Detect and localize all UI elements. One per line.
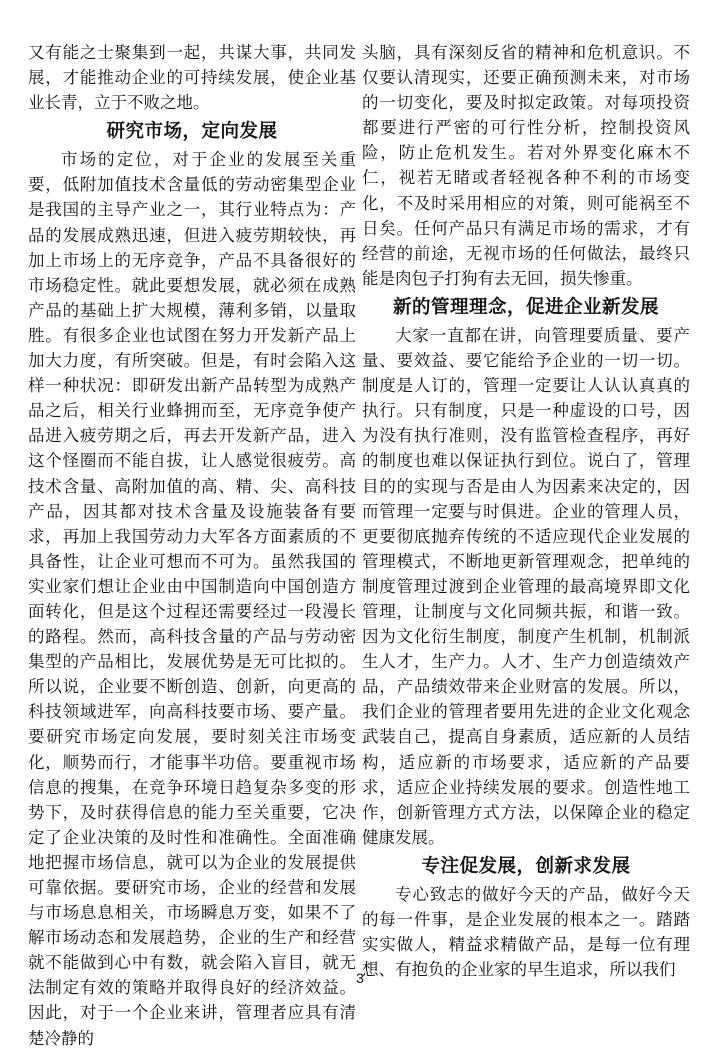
continued-paragraph: 头脑，具有深刻反省的精神和危机意识。不仅要认清现实，还要正确预测未来，对市场的一切变化，要及时拟定政策。对每项投资都要进行严密的可行性分析，控制投资风险，防止危机发生。若对外界变化麻木不仁，视若无睹或者轻视各种不利的市场变化，不及时采用相应的对策，则可能祸至不日矣。任何产品只有满足市场的需求，才有经营的前途，无视市场的任何做法，最终只能是肉包子打狗有去无回，损失惨重。 [362,43,690,288]
section-paragraph-focus: 专心致志的做好今天的产品，做好今天的每一件事，是企业发展的根本之一。踏踏实实做人，精益求精做产品，是每一位有理想、有抱负的企业家的早生追求，所以我们 [362,884,690,980]
section-paragraph-market: 市场的定位，对于企业的发展至关重要，低附加值技术含量低的劳动密集型企业是我国的主导产业之一，其行业特点为：产品的发展成熟迅速，但进入疲劳期较快，再加上市场上的无序竞争，产品不具备很好的市场稳定性。就此要想发展，就必须在成熟产品的基础上扩大规模，薄利多销，以量取胜。有很多企业也试图在努力开发新产品上加大力度，有所突破。但是，有时会陷入这样一种状况：即研发出新产品转型为成熟产品之后，相关行业蜂拥而至，无序竞争使产品进入疲劳期之后，再去开发新产品，进入这个怪圈而不能自拔，让人感觉很疲劳。高技术含量、高附加值的高、精、尖、高科技产品，因其都对技术含量及设施装备有要求，再加上我国劳动力大军各方面素质的不具备性，让企业可想而不可为。虽然我国的实业家们想让企业由中国制造向中国创造方面转化，但是这个过程还需要经过一段漫长的路程。然而，高科技含量的产品与劳动密集型的产品相比，发展优势是无可比拟的。所以说，企业要不断创造、创新，向更高的科技领域进军，向高科技要市场、要产量。要研究市场定向发展，要时刻关注市场变化，顺势而行，才能事半功倍。要重视市场信息的搜集，在竞争环境日趋复杂多变的形势下，及时获得信息的能力至关重要，它决定了企业决策的及时性和准确性。全面准确地把握市场信息，就可以为企业的发展提供可靠依据。要研究市场，企业的经营和发展与市场息息相关，市场瞬息万变，如果不了解市场动态和发展趋势，企业的生产和经营就不能做到心中有数，就会陷入盲目，就无法制定有效的策略并取得良好的经济效益。因此，对于一个企业来讲，管理者应具有清楚冷静的 [28,150,356,1048]
left-column [28,40,356,1051]
right-column [362,40,690,982]
intro-paragraph: 又有能之士聚集到一起，共谋大事，共同发展，才能推动企业的可持续发展，使企业基业长青，立于不败之地。 [28,43,356,113]
page-number: 3 [356,970,364,986]
section-heading-market: 研究市场，定向发展 [106,121,278,143]
section-paragraph-management: 大家一直都在讲，向管理要质量、要产量、要效益、要它能给予企业的一切一切。制度是人订的，管理一定要让人认认真真的执行。只有制度，只是一种虚设的口号，因为没有执行准则，没有监管检查程序，再好的制度也难以保证执行到位。说白了，管理目的的实现与否是由人为因素来决定的，因而管理一定要与时俱进。企业的管理人员，更要彻底抛弃传统的不适应现代企业发展的管理模式，不断地更新管理观念，把单纯的制度管理过渡到企业管理的最高境界即文化管理，让制度与文化同频共振，和谐一致。因为文化衍生制度，制度产生机制，机制派生人才，生产力。人才、生产力创造绩效产品，产品绩效带来企业财富的发展。所以，我们企业的管理者要用先进的企业文化观念武装自己，提高自身素质，适应新的人员结构，适应新的市场要求，适应新的产品要求，适应企业持续发展的要求。创造性地工作，创新管理方式方法，以保障企业的稳定健康发展。 [362,325,690,847]
section-heading-management: 新的管理理念，促进企业新发展 [392,296,659,318]
section-heading-focus: 专注促发展，创新求发展 [421,855,631,877]
